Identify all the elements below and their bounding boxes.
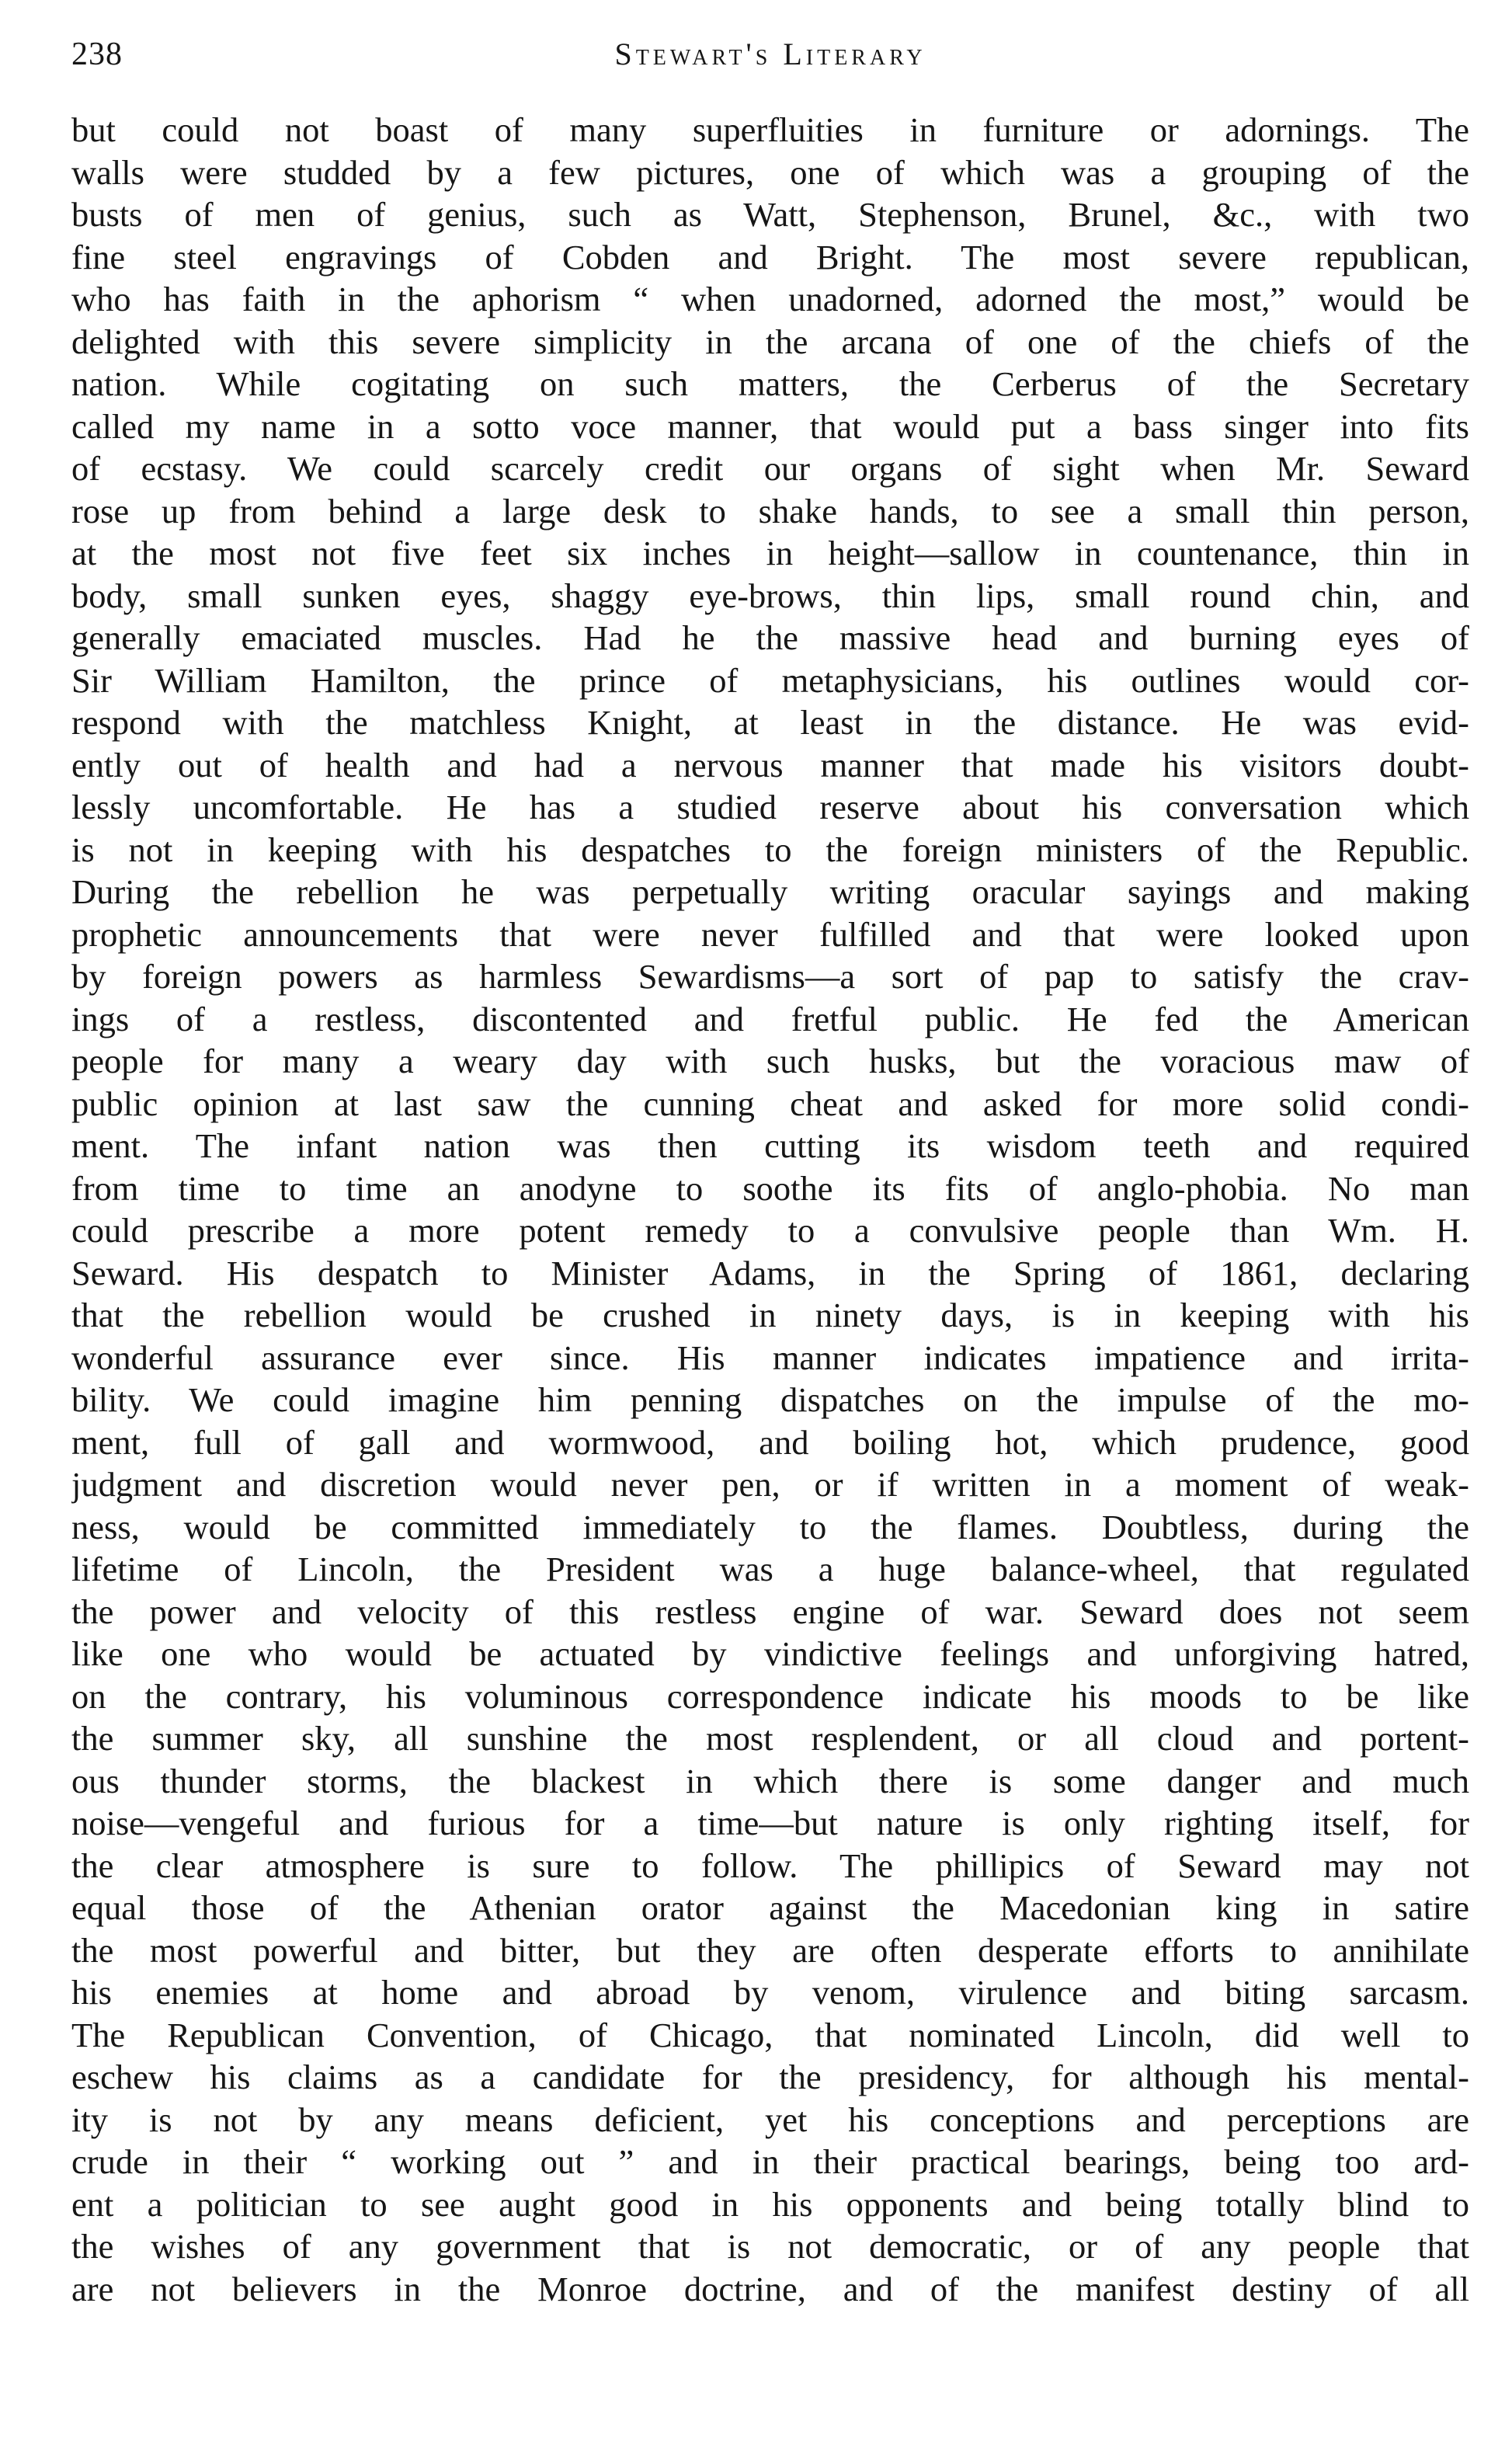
text-line: Seward. His despatch to Minister Adams, in the Spring of 1861, declaring bbox=[71, 1253, 1469, 1292]
text-line: ous thunder storms, the blackest in which there is some danger and much bbox=[71, 1761, 1469, 1800]
text-line: ment, full of gall and wormwood, and boiling hot, which prudence, good bbox=[71, 1422, 1469, 1462]
text-line: wonderful assurance ever since. His manner indicates impatience and irrita- bbox=[71, 1338, 1469, 1377]
text-line: The Republican Convention, of Chicago, that nominated Lincoln, did well to bbox=[71, 2015, 1469, 2054]
text-line: noise—vengeful and furious for a time—but nature is only righting itself, for bbox=[71, 1804, 1469, 1842]
text-line: called my name in a sotto voce manner, that would put a bass singer into fits bbox=[71, 406, 1469, 446]
text-line: ment. The infant nation was then cutting its wisdom teeth and required bbox=[71, 1126, 1469, 1165]
text-line: like one who would be actuated by vindictive feelings and unforgiving hatred, bbox=[71, 1634, 1469, 1673]
text-line: equal those of the Athenian orator against the Macedonian king in satire bbox=[71, 1888, 1469, 1927]
running-title: Stewart's Literary bbox=[614, 37, 926, 71]
text-line: people for many a weary day with such husks, but the voracious maw of bbox=[71, 1042, 1469, 1080]
text-line: judgment and discretion would never pen, or if written in a moment of weak- bbox=[71, 1465, 1469, 1504]
text-line: the summer sky, all sunshine the most resplendent, or all cloud and portent- bbox=[71, 1719, 1469, 1758]
text-line: public opinion at last saw the cunning cheat and asked for more solid condi- bbox=[71, 1084, 1469, 1123]
text-line: who has faith in the aphorism “ when unadorned, adorned the most,” would be bbox=[71, 280, 1469, 318]
text-line: eschew his claims as a candidate for the presidency, for although his mental- bbox=[71, 2058, 1469, 2096]
text-line: ings of a restless, discontented and fretful public. He fed the American bbox=[71, 999, 1469, 1038]
text-line: by foreign powers as harmless Sewardisms—a sort of pap to satisfy the crav- bbox=[71, 957, 1469, 996]
text-line: Sir William Hamilton, the prince of metaphysicians, his outlines would cor- bbox=[71, 660, 1469, 700]
text-line: lessly uncomfortable. He has a studied reserve about his conversation which bbox=[71, 788, 1469, 826]
text-line: crude in their “ working out ” and in their practical bearings, being too ard- bbox=[71, 2142, 1469, 2181]
text-line: ently out of health and had a nervous manner that made his visitors doubt- bbox=[71, 745, 1469, 784]
text-line: prophetic announcements that were never fulfilled and that were looked upon bbox=[71, 914, 1469, 954]
text-line: ity is not by any means deficient, yet his conceptions and perceptions are bbox=[71, 2099, 1469, 2139]
text-line: the most powerful and bitter, but they are often desperate efforts to annihilate bbox=[71, 1930, 1469, 1970]
text-line: respond with the matchless Knight, at least in the distance. He was evid- bbox=[71, 703, 1469, 742]
text-line: ness, would be committed immediately to the flames. Doubtless, during the bbox=[71, 1507, 1469, 1546]
text-line: the power and velocity of this restless engine of war. Seward does not seem bbox=[71, 1592, 1469, 1631]
text-line: ent a politician to see aught good in his opponents and being totally blind to bbox=[71, 2184, 1469, 2224]
text-line: bility. We could imagine him penning dispatches on the impulse of the mo- bbox=[71, 1380, 1469, 1419]
text-line: but could not boast of many superfluities in furniture or adornings. The bbox=[71, 110, 1469, 149]
page-number: 238 bbox=[71, 37, 123, 72]
text-line: rose up from behind a large desk to shake hands, to see a small thin person, bbox=[71, 491, 1469, 531]
body-paragraph bbox=[71, 109, 1469, 2431]
text-line: delighted with this severe simplicity in the arcana of one of the chiefs of the bbox=[71, 322, 1469, 361]
text-line: nation. While cogitating on such matters, the Cerberus of the Secretary bbox=[71, 364, 1469, 403]
text-line: are not believers in the Monroe doctrine, and of the manifest destiny of all bbox=[71, 2269, 1469, 2308]
text-line: of ecstasy. We could scarcely credit our organs of sight when Mr. Seward bbox=[71, 449, 1469, 488]
text-line: During the rebellion he was perpetually writing oracular sayings and making bbox=[71, 872, 1469, 911]
text-line: from time to time an anodyne to soothe its fits of anglo-phobia. No man bbox=[71, 1168, 1469, 1208]
text-line: fine steel engravings of Cobden and Bright. The most severe republican, bbox=[71, 237, 1469, 277]
text-line: the clear atmosphere is sure to follow. The phillipics of Seward may not bbox=[71, 1845, 1469, 1885]
text-line: lifetime of Lincoln, the President was a huge balance-wheel, that regulated bbox=[71, 1550, 1469, 1588]
text-line: busts of men of genius, such as Watt, Stephenson, Brunel, &c., with two bbox=[71, 195, 1469, 234]
text-line: generally emaciated muscles. Had he the massive head and burning eyes of bbox=[71, 618, 1469, 657]
text-line: walls were studded by a few pictures, one of which was a grouping of the bbox=[71, 152, 1469, 192]
text-line: the wishes of any government that is not democratic, or of any people that bbox=[71, 2227, 1469, 2266]
text-line: that the rebellion would be crushed in ninety days, is in keeping with his bbox=[71, 1296, 1469, 1334]
text-line: is not in keeping with his despatches to the foreign ministers of the Republic. bbox=[71, 830, 1469, 869]
text-line: at the most not five feet six inches in height—sallow in countenance, thin in bbox=[71, 534, 1469, 572]
text-line: his enemies at home and abroad by venom, virulence and biting sarcasm. bbox=[71, 1973, 1469, 2012]
text-line: on the contrary, his voluminous correspondence indicate his moods to be like bbox=[71, 1676, 1469, 1716]
text-line: could prescribe a more potent remedy to a convulsive people than Wm. H. bbox=[71, 1211, 1469, 1250]
running-header bbox=[71, 36, 1469, 82]
text-line: body, small sunken eyes, shaggy eye-brows, thin lips, small round chin, and bbox=[71, 576, 1469, 615]
